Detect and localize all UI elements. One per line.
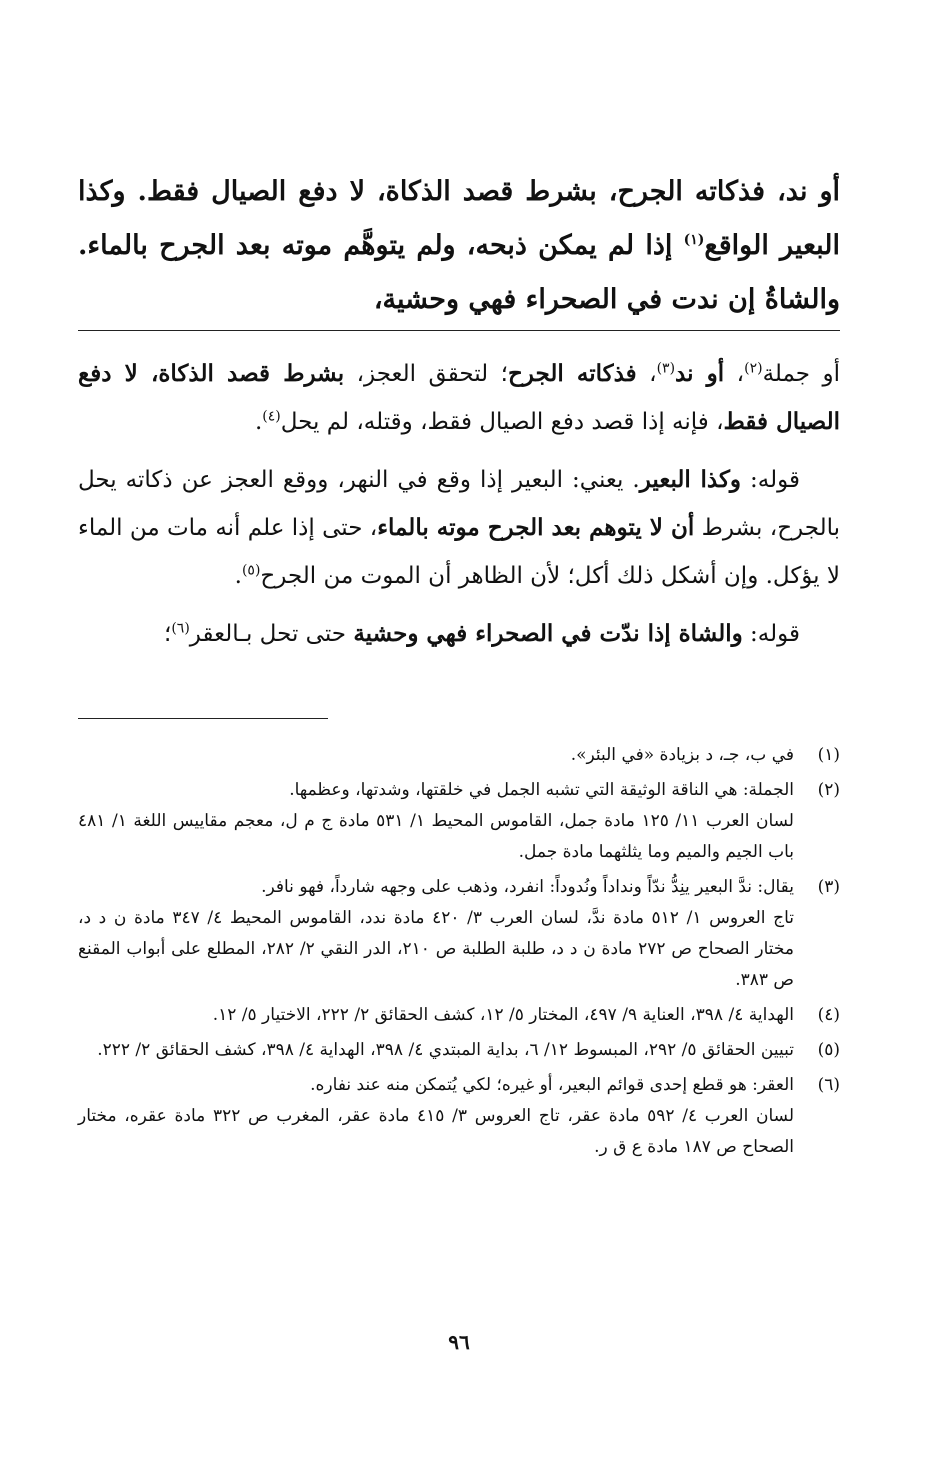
commentary-text: ،: [724, 361, 745, 387]
quoted-matn: والشاة إذا ندّت في الصحراء فهي وحشية: [353, 620, 743, 647]
footnote-number: (٢): [817, 780, 840, 800]
footnote-ref-6[interactable]: (٦): [171, 620, 190, 637]
footnote-line: لسان العرب ٤/ ٥٩٢ مادة عقر، تاج العروس ٣/ ٤١٥ مادة عقر، المغرب ص ٣٢٢ مادة عقره، مختار الصحاح ص ١٨٧ مادة ع ق ر.: [78, 1106, 794, 1157]
commentary-text: أو جملة: [762, 361, 841, 387]
main-text-line-3: والشاةُ إن ندت في الصحراء فهي وحشية،: [373, 284, 840, 315]
footnote-line: الجملة: هي الناقة الوثيقة التي تشبه الجمل في خلقتها، وشدتها، وعظمها.: [289, 780, 794, 800]
main-text-divider: [78, 330, 840, 331]
commentary-paragraph-2: [78, 456, 840, 600]
footnote-line: تبيين الحقائق ٥/ ٢٩٢، المبسوط ١٢/ ٦، بداية المبتدي ٤/ ٣٩٨، الهداية ٤/ ٣٩٨، كشف الحقائق ٢/ ٢٢٢.: [97, 1040, 794, 1060]
footnote: [78, 1035, 840, 1066]
footnote: [78, 775, 840, 868]
footnote-number: (٣): [817, 877, 840, 897]
main-text-line-2b: إذا لم يمكن ذبحه، ولم يتوهَّم موته بعد الجرح بالماء.: [78, 230, 684, 261]
footnote-body: [78, 740, 794, 771]
footnote: [78, 1000, 840, 1031]
quoted-matn: أن لا يتوهم بعد الجرح موته بالماء: [377, 514, 695, 541]
footnote-line: لسان العرب ١١/ ١٢٥ مادة جمل، القاموس المحيط ١/ ٥٣١ مادة ج م ل، معجم مقاييس اللغة ١/ ٤٨١ باب الجيم والميم وما يثلثهما مادة جمل.: [78, 811, 794, 862]
page-number: ٩٦: [448, 1330, 470, 1354]
main-text-line-1: أو ند، فذكاته الجرح، بشرط قصد الذكاة، لا دفع الصيال فقط. وكذا: [78, 176, 840, 207]
commentary-text: ؛ لتحقق العجز،: [344, 361, 508, 387]
commentary-text: .: [254, 409, 263, 435]
footnote-line: يقال: ندَّ البعير ينِدُّ ندّاً ونداداً ونُدوداً: انفرد، وذهب على وجهه شارداً، فهو نافر.: [261, 877, 794, 897]
footnote-line: تاج العروس ١/ ٥١٢ مادة ندَّ، لسان العرب ٣/ ٤٢٠ مادة ندد، القاموس المحيط ٤/ ٣٤٧ مادة ن د د، مختار الصحاح ص ٢٧٢ مادة ن د د، طلبة الطلبة ص ٢١٠، الدر النقي ٢/ ٢٨٢، المطلع على أبواب المقنع ص ٣٨٣.: [78, 908, 795, 990]
footnote-body: [78, 1035, 794, 1066]
footnote-number: (٦): [817, 1075, 840, 1095]
commentary: [78, 350, 840, 668]
footnote: [78, 872, 840, 996]
footnote-number: (٥): [817, 1040, 840, 1060]
footnote-ref-5[interactable]: (٥): [241, 562, 261, 579]
footnote-ref-1[interactable]: (١): [683, 232, 705, 248]
commentary-text: حتى تحل بـالعقر: [189, 621, 354, 647]
footnote-number: (١): [817, 745, 840, 765]
commentary-text: ؛: [164, 621, 172, 647]
footnote: [78, 740, 840, 771]
commentary-text: . يعني: البعير إذا وقع في النهر، ووقع العجز عن ذكاته يحل بالجرح، بشرط: [78, 467, 840, 541]
footnote-ref-4[interactable]: (٤): [262, 408, 281, 425]
quoted-matn: أو ند: [675, 360, 725, 387]
commentary-paragraph-1: [78, 350, 840, 446]
footnotes: [78, 740, 840, 1167]
book-page: [78, 0, 840, 1477]
quoted-matn: فذكاته الجرح: [507, 360, 637, 387]
footnote-ref-2[interactable]: (٢): [744, 360, 763, 377]
quoted-matn: بشرط قصد الذكاة، لا دفع الصيال فقط: [78, 360, 840, 435]
footnote-line: الهداية ٤/ ٣٩٨، العناية ٩/ ٤٩٧، المختار ٥/ ١٢، كشف الحقائق ٢/ ٢٢٢، الاختيار ٥/ ١٢.: [212, 1005, 794, 1025]
footnote-body: [78, 775, 794, 868]
commentary-text: ،: [636, 361, 657, 387]
footnote: [78, 1070, 840, 1163]
main-text-line-2a: البعير الواقع: [704, 230, 840, 261]
footnote-body: [78, 1000, 794, 1031]
commentary-paragraph-3: [78, 610, 840, 658]
footnote-body: [78, 872, 794, 996]
footnote-number: (٤): [817, 1005, 840, 1025]
commentary-text: ، فإنه إذا قصد دفع الصيال فقط، وقتله، لم يحل: [280, 409, 724, 435]
footnote-line: العقر: هو قطع إحدى قوائم البعير، أو غيره؛ لكي يُتمكن منه عند نفاره.: [310, 1075, 794, 1095]
footnote-line: في ب، جـ، د بزيادة «في البئر».: [570, 745, 794, 765]
main-text: [78, 165, 840, 327]
footnote-ref-3[interactable]: (٣): [656, 360, 676, 377]
quoted-matn: وكذا البعير: [639, 466, 742, 493]
commentary-text: .: [234, 563, 242, 589]
footnote-body: [78, 1070, 794, 1163]
footnotes-divider: [78, 718, 328, 719]
commentary-text: ، حتى إذا علم أنه مات من الماء لا يؤكل. وإن أشكل ذلك أكل؛ لأن الظاهر أن الموت من الجرح: [78, 515, 840, 589]
commentary-text: قوله:: [742, 621, 800, 647]
commentary-text: قوله:: [741, 467, 800, 493]
